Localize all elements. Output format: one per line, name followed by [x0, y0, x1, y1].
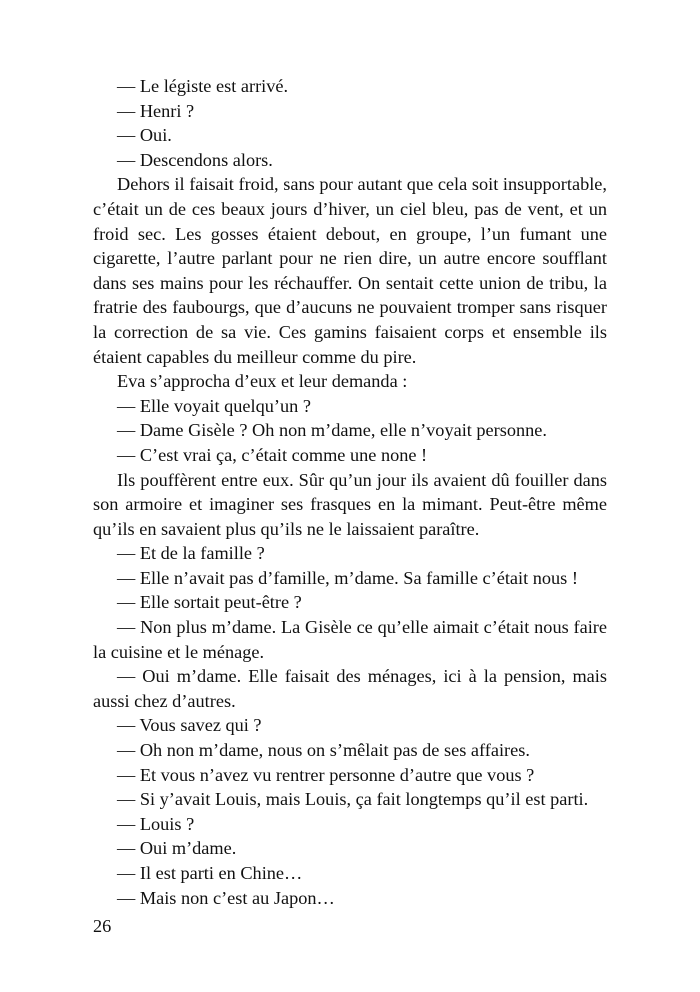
paragraph: — Oui. — [117, 125, 172, 146]
paragraph: — Oui m’dame. — [117, 838, 237, 859]
paragraph: — Henri ? — [117, 100, 195, 121]
paragraph: — Non plus m’dame. La Gisèle ce qu’elle aimait c’était nous faire la cuisine et le ménage. — [93, 617, 607, 662]
paragraph: — Oui m’dame. Elle faisait des ménages, ici à la pension, mais aussi chez d’autres. — [93, 666, 607, 711]
paragraph: — Mais non c’est au Japon… — [117, 887, 335, 908]
paragraph: — C’est vrai ça, c’était comme une none ! — [117, 444, 428, 465]
body-text — [93, 74, 607, 910]
page-number: 26 — [93, 916, 112, 936]
paragraph: — Elle n’avait pas d’famille, m’dame. Sa famille c’était nous ! — [117, 567, 578, 588]
paragraph: — Dame Gisèle ? Oh non m’dame, elle n’voyait personne. — [117, 420, 547, 441]
paragraph: — Et de la famille ? — [117, 543, 265, 564]
paragraph: — Louis ? — [117, 813, 195, 834]
paragraph: — Oh non m’dame, nous on s’mêlait pas de ses affaires. — [117, 740, 530, 761]
paragraph: — Le légiste est arrivé. — [117, 76, 289, 96]
paragraph: Ils pouffèrent entre eux. Sûr qu’un jour ils avaient dû fouiller dans son armoire et imaginer ses frasques en la mimant. Peut-être même qu’ils en savaient plus qu’ils ne le laissaient paraître. — [93, 469, 607, 539]
paragraph: — Vous savez qui ? — [117, 715, 262, 736]
paragraph: — Si y’avait Louis, mais Louis, ça fait longtemps qu’il est parti. — [117, 789, 589, 810]
paragraph: Eva s’approcha d’eux et leur demanda : — [117, 371, 408, 392]
paragraph: — Et vous n’avez vu rentrer personne d’autre que vous ? — [117, 764, 535, 785]
paragraph: — Il est parti en Chine… — [117, 863, 303, 883]
paragraph: — Elle voyait quelqu’un ? — [117, 395, 311, 416]
paragraph: — Descendons alors. — [117, 149, 273, 170]
paragraph: Dehors il faisait froid, sans pour autant que cela soit insupportable, c’était un de ces beaux jours d’hiver, un ciel bleu, pas de vent, et un froid sec. Les gosses étaient debout, en groupe, l’un fumant une cigarette, l’autre parlant pour ne rien dire, un autre encore soufflant dans ses mains pour les réchauffer. On sentait cette union de tribu, la fratrie des faubourgs, que d’aucuns ne pouvaient tromper sans risquer la correction de sa vie. Ces gamins faisaient corps et ensemble ils étaient capables du meilleur comme du pire. — [93, 174, 607, 367]
paragraph: — Elle sortait peut-être ? — [117, 592, 302, 613]
